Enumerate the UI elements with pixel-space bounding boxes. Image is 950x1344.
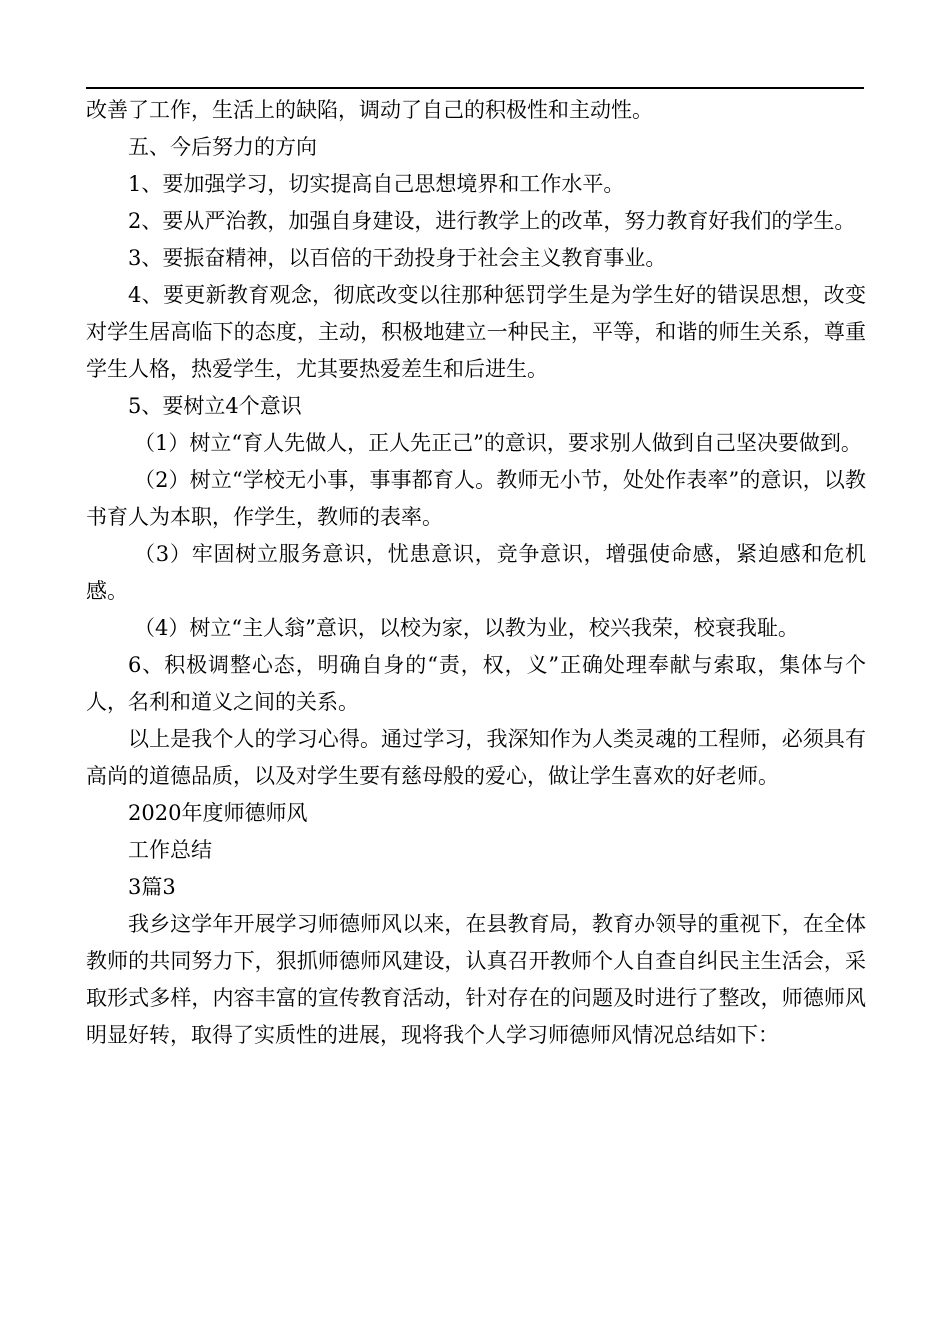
title-line: 3篇3 [128, 875, 176, 899]
section-heading: 五、今后努力的方向 [128, 135, 317, 159]
list-item: 1、要加强学习，切实提高自己思想境界和工作水平。 [128, 172, 625, 196]
paragraph-continuation: 改善了工作，生活上的缺陷，调动了自己的积极性和主动性。 [86, 98, 653, 122]
list-item: 2、要从严治教，加强自身建设，进行教学上的改革，努力教育好我们的学生。 [128, 209, 856, 233]
header-rule [86, 87, 864, 89]
sub-list-item: （2）树立“学校无小事，事事都育人。教师无小节，处处作表率”的意识，以教书育人为本职，作学生，教师的表率。 [86, 468, 866, 529]
list-item: 4、要更新教育观念，彻底改变以往那种惩罚学生是为学生好的错误思想，改变对学生居高临下的态度，主动，积极地建立一种民主，平等，和谐的师生关系，尊重学生人格，热爱学生，尤其要热爱差生和后进生。 [86, 283, 866, 381]
title-line: 工作总结 [128, 838, 212, 862]
sub-list-item: （1）树立“育人先做人，正人先正己”的意识，要求别人做到自己坚决要做到。 [134, 431, 862, 455]
list-item: 6、积极调整心态，明确自身的“责，权，义”正确处理奉献与索取，集体与个人，名利和道义之间的关系。 [86, 653, 866, 714]
document-body [86, 92, 866, 1054]
sub-list-item: （3）牢固树立服务意识，忧患意识，竞争意识，增强使命感，紧迫感和危机感。 [86, 542, 866, 603]
title-line: 2020年度师德师风 [128, 801, 308, 825]
sub-list-item: （4）树立“主人翁”意识，以校为家，以教为业，校兴我荣，校衰我耻。 [134, 616, 799, 640]
closing-paragraph: 以上是我个人的学习心得。通过学习，我深知作为人类灵魂的工程师，必须具有高尚的道德品质，以及对学生要有慈母般的爱心，做让学生喜欢的好老师。 [86, 727, 866, 788]
list-item: 3、要振奋精神，以百倍的干劲投身于社会主义教育事业。 [128, 246, 667, 270]
list-item: 5、要树立4个意识 [128, 394, 302, 418]
body-paragraph: 我乡这学年开展学习师德师风以来，在县教育局，教育办领导的重视下，在全体教师的共同努力下，狠抓师德师风建设，认真召开教师个人自查自纠民主生活会，采取形式多样，内容丰富的宣传教育活动，针对存在的问题及时进行了整改，师德师风明显好转，取得了实质性的进展，现将我个人学习师德师风情况总结如下： [86, 912, 866, 1047]
